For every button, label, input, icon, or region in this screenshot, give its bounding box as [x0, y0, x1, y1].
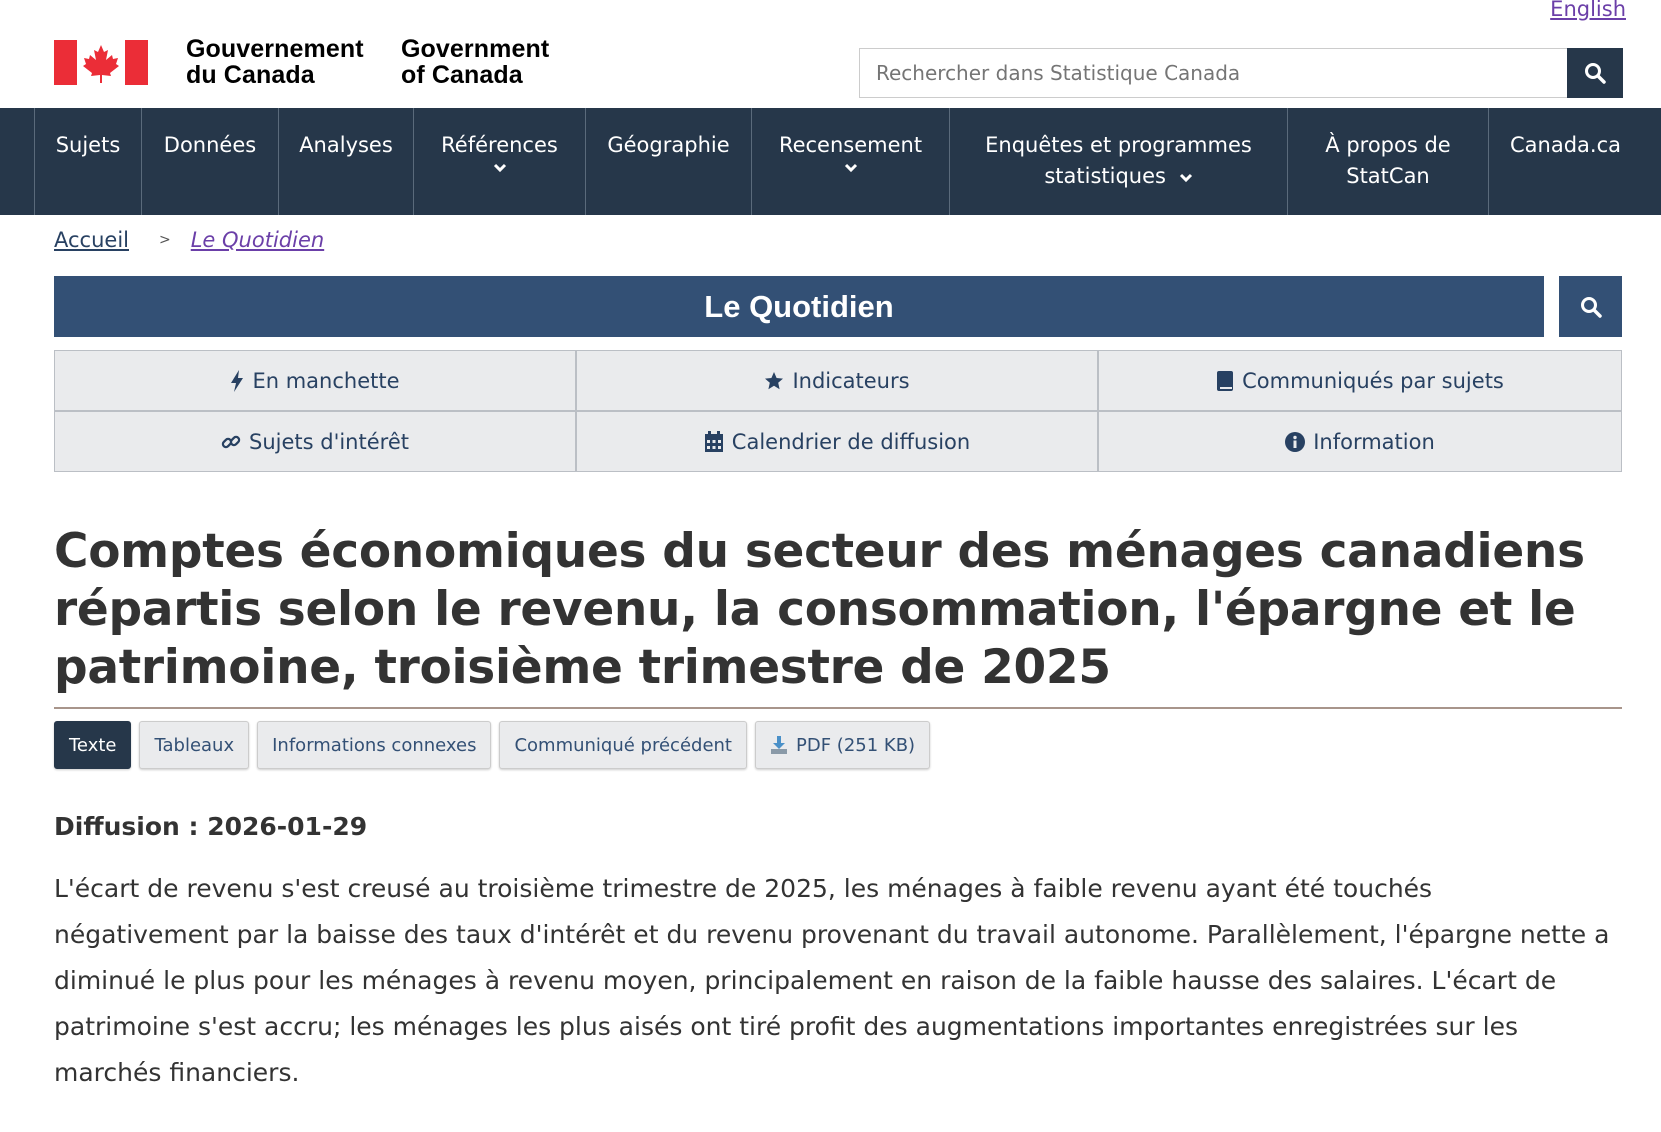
tab-pdf[interactable] — [755, 721, 930, 769]
nav-item-references[interactable] — [413, 108, 585, 215]
menu-label: Indicateurs — [792, 368, 910, 393]
nav-item-label: Données — [163, 133, 257, 157]
nav-item-geographie[interactable] — [585, 108, 751, 215]
quotidien-banner — [54, 276, 1544, 337]
tab-label: Texte — [69, 734, 117, 756]
nav-item-label-line2 — [950, 161, 1287, 192]
nav-item-sujets[interactable] — [34, 108, 141, 215]
signature-fr-line1: Gouvernement — [186, 35, 364, 63]
tab-label: Tableaux — [154, 734, 235, 756]
canada-flag-icon — [54, 40, 148, 85]
site-search-button[interactable] — [1567, 48, 1623, 98]
menu-information[interactable] — [1098, 411, 1622, 472]
quotidien-menu — [54, 350, 1622, 472]
nav-item-label-line1: Enquêtes et programmes — [985, 133, 1252, 157]
nav-item-label: Géographie — [607, 133, 730, 157]
title-divider — [54, 707, 1622, 709]
site-header — [0, 0, 1661, 107]
star-icon — [764, 371, 784, 391]
signature-en-line2: of Canada — [401, 61, 523, 89]
chevron-down-icon — [493, 163, 507, 173]
release-date: Diffusion : 2026-01-29 — [54, 812, 368, 841]
page-title: Comptes économiques du secteur des ménages canadiens répartis selon le revenu, la consommation, l'épargne et le patrimoine, troisième trimestre de 2025 — [54, 524, 1585, 695]
chevron-down-icon — [844, 163, 858, 173]
signature-en-line1: Government — [401, 35, 550, 63]
nav-item-canada-ca[interactable] — [1488, 108, 1642, 215]
tab-label: Communiqué précédent — [514, 734, 732, 756]
breadcrumb-home-link[interactable]: Accueil — [54, 228, 129, 252]
nav-item-label-line1: À propos de — [1325, 133, 1451, 157]
site-search-input[interactable] — [859, 48, 1567, 98]
signature-fr-line2: du Canada — [186, 61, 315, 89]
nav-item-label: Canada.ca — [1510, 133, 1621, 157]
nav-item-donnees[interactable] — [141, 108, 278, 215]
breadcrumb-current-link[interactable]: Le Quotidien — [190, 228, 325, 252]
banner-title: Le Quotidien — [704, 288, 894, 324]
menu-label: Communiqués par sujets — [1242, 368, 1504, 393]
nav-item-label: Références — [441, 133, 558, 157]
link-icon — [221, 432, 241, 452]
tab-tableaux[interactable] — [139, 721, 249, 769]
signature-french — [186, 36, 364, 88]
tab-label: PDF (251 KB) — [796, 734, 916, 756]
breadcrumb — [54, 228, 324, 252]
breadcrumb-separator: > — [159, 232, 171, 248]
download-icon — [770, 735, 788, 755]
nav-item-enquetes[interactable] — [949, 108, 1287, 215]
lead-paragraph: L'écart de revenu s'est creusé au troisième trimestre de 2025, les ménages à faible revenu ayant été touchés négativement par la baisse des taux d'intérêt et du revenu provenant du travail autonome. Parallèlement, l'épargne nette a diminué le plus pour les ménages à revenu moyen, principalement en raison de la faible hausse des salaires. L'écart de patrimoine s'est accru; les ménages les plus aisés ont tiré profit des augmentations importantes enregistrées sur les marchés financiers. — [54, 874, 1610, 1087]
bolt-icon — [230, 370, 244, 392]
signature-english — [401, 36, 549, 88]
language-toggle-link[interactable]: English — [1550, 0, 1626, 21]
tab-communique-precedent[interactable] — [499, 721, 747, 769]
article-tabs — [54, 721, 930, 769]
nav-item-label: Analyses — [299, 133, 393, 157]
nav-item-recensement[interactable] — [751, 108, 949, 215]
nav-item-label: Recensement — [778, 133, 923, 157]
menu-sujets-interet[interactable] — [54, 411, 576, 472]
menu-label: Calendrier de diffusion — [731, 429, 971, 454]
nav-item-label: statistiques — [1044, 164, 1166, 188]
nav-item-label: Sujets — [55, 133, 121, 157]
banner-search-button[interactable] — [1559, 276, 1622, 337]
search-icon — [1584, 62, 1606, 84]
nav-item-label-line2: StatCan — [1346, 164, 1430, 188]
info-icon — [1285, 432, 1305, 452]
menu-calendrier-diffusion[interactable] — [576, 411, 1098, 472]
menu-label: Information — [1313, 429, 1435, 454]
menu-label: En manchette — [252, 368, 400, 393]
main-nav — [0, 108, 1661, 215]
book-icon — [1216, 370, 1234, 392]
menu-indicateurs[interactable] — [576, 350, 1098, 411]
calendar-icon — [704, 431, 724, 453]
tab-informations-connexes[interactable] — [257, 721, 491, 769]
menu-en-manchette[interactable] — [54, 350, 576, 411]
nav-item-a-propos[interactable] — [1287, 108, 1488, 215]
site-search — [859, 48, 1623, 98]
chevron-down-icon — [1179, 173, 1193, 183]
tab-texte[interactable] — [54, 721, 131, 769]
menu-label: Sujets d'intérêt — [249, 429, 409, 454]
search-icon — [1580, 296, 1602, 318]
tab-label: Informations connexes — [272, 734, 477, 756]
nav-item-analyses[interactable] — [278, 108, 413, 215]
menu-communiques-par-sujets[interactable] — [1098, 350, 1622, 411]
